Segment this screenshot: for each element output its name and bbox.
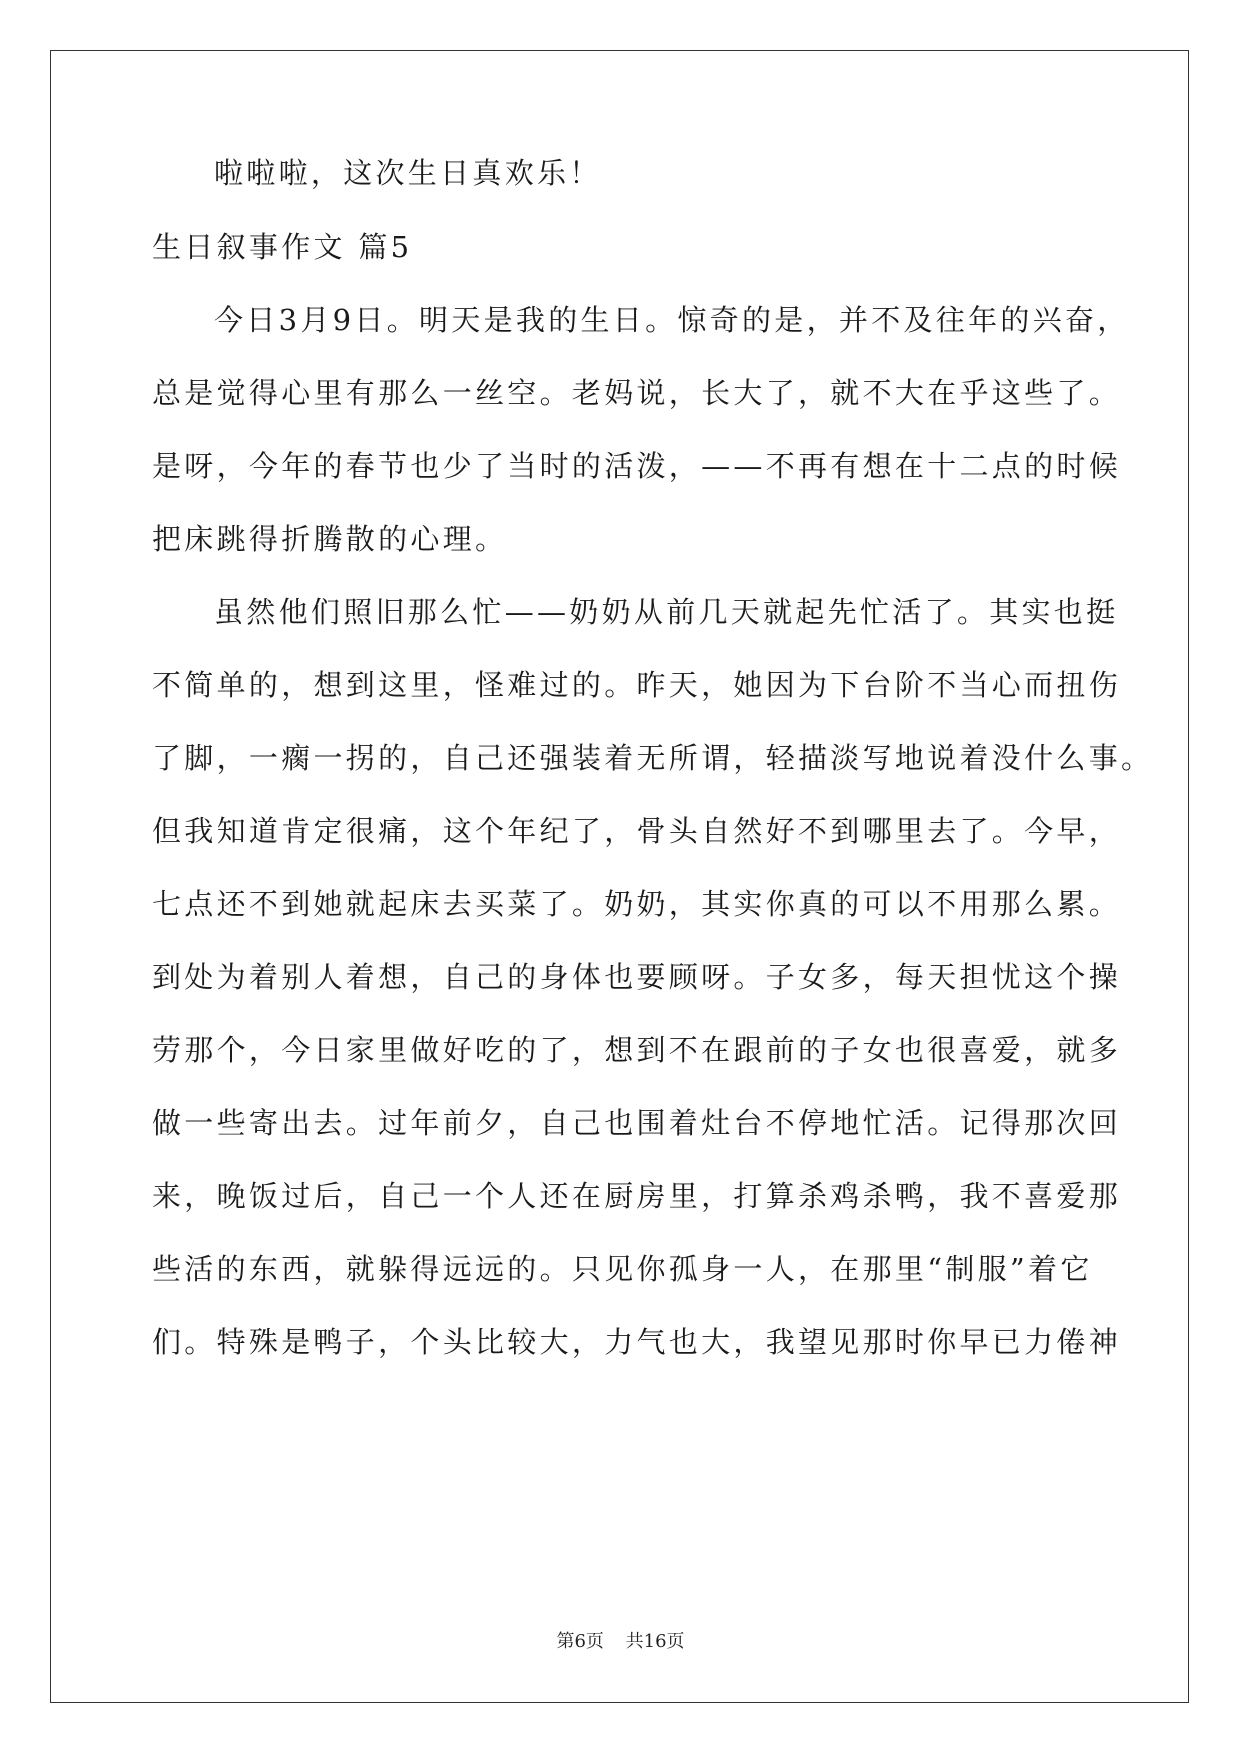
- paragraph-line: 把床跳得折腾散的心理。: [152, 522, 508, 556]
- page-border: [50, 50, 1189, 1703]
- paragraph-line: 今日3月9日。明天是我的生日。惊奇的是，并不及往年的兴奋，: [214, 303, 1130, 337]
- paragraph-line: 到处为着别人着想，自己的身体也要顾呀。子女多，每天担忧这个操: [152, 960, 1122, 994]
- paragraph-line: 总是觉得心里有那么一丝空。老妈说，长大了，就不大在乎这些了。: [152, 376, 1122, 410]
- page-number-current: 第6页: [556, 1631, 604, 1652]
- paragraph-line: 七点还不到她就起床去买菜了。奶奶，其实你真的可以不用那么累。: [152, 887, 1122, 921]
- paragraph-line: 但我知道肯定很痛，这个年纪了，骨头自然好不到哪里去了。今早，: [152, 814, 1122, 848]
- paragraph-line: 来，晚饭过后，自己一个人还在厨房里，打算杀鸡杀鸭，我不喜爱那: [152, 1179, 1122, 1213]
- closing-line: 啦啦啦，这次生日真欢乐！: [214, 156, 602, 190]
- paragraph-line: 劳那个，今日家里做好吃的了，想到不在跟前的子女也很喜爱，就多: [152, 1033, 1122, 1067]
- section-title: 生日叙事作文 篇5: [152, 230, 413, 264]
- paragraph-line: 不简单的，想到这里，怪难过的。昨天，她因为下台阶不当心而扭伤: [152, 668, 1122, 702]
- paragraph-line: 们。特殊是鸭子，个头比较大，力气也大，我望见那时你早已力倦神: [152, 1325, 1122, 1359]
- paragraph-line: 虽然他们照旧那么忙——奶奶从前几天就起先忙活了。其实也挺: [214, 595, 1119, 629]
- paragraph-line: 了脚，一瘸一拐的，自己还强装着无所谓，轻描淡写地说着没什么事。: [152, 741, 1154, 775]
- paragraph-line: 些活的东西，就躲得远远的。只见你孤身一人，在那里“制服”着它: [152, 1252, 1093, 1286]
- paragraph-line: 是呀，今年的春节也少了当时的活泼，——不再有想在十二点的时候: [152, 449, 1122, 483]
- paragraph-line: 做一些寄出去。过年前夕，自己也围着灶台不停地忙活。记得那次回: [152, 1106, 1122, 1140]
- page-footer: [0, 1630, 1241, 1654]
- page-number-total: 共16页: [625, 1631, 685, 1652]
